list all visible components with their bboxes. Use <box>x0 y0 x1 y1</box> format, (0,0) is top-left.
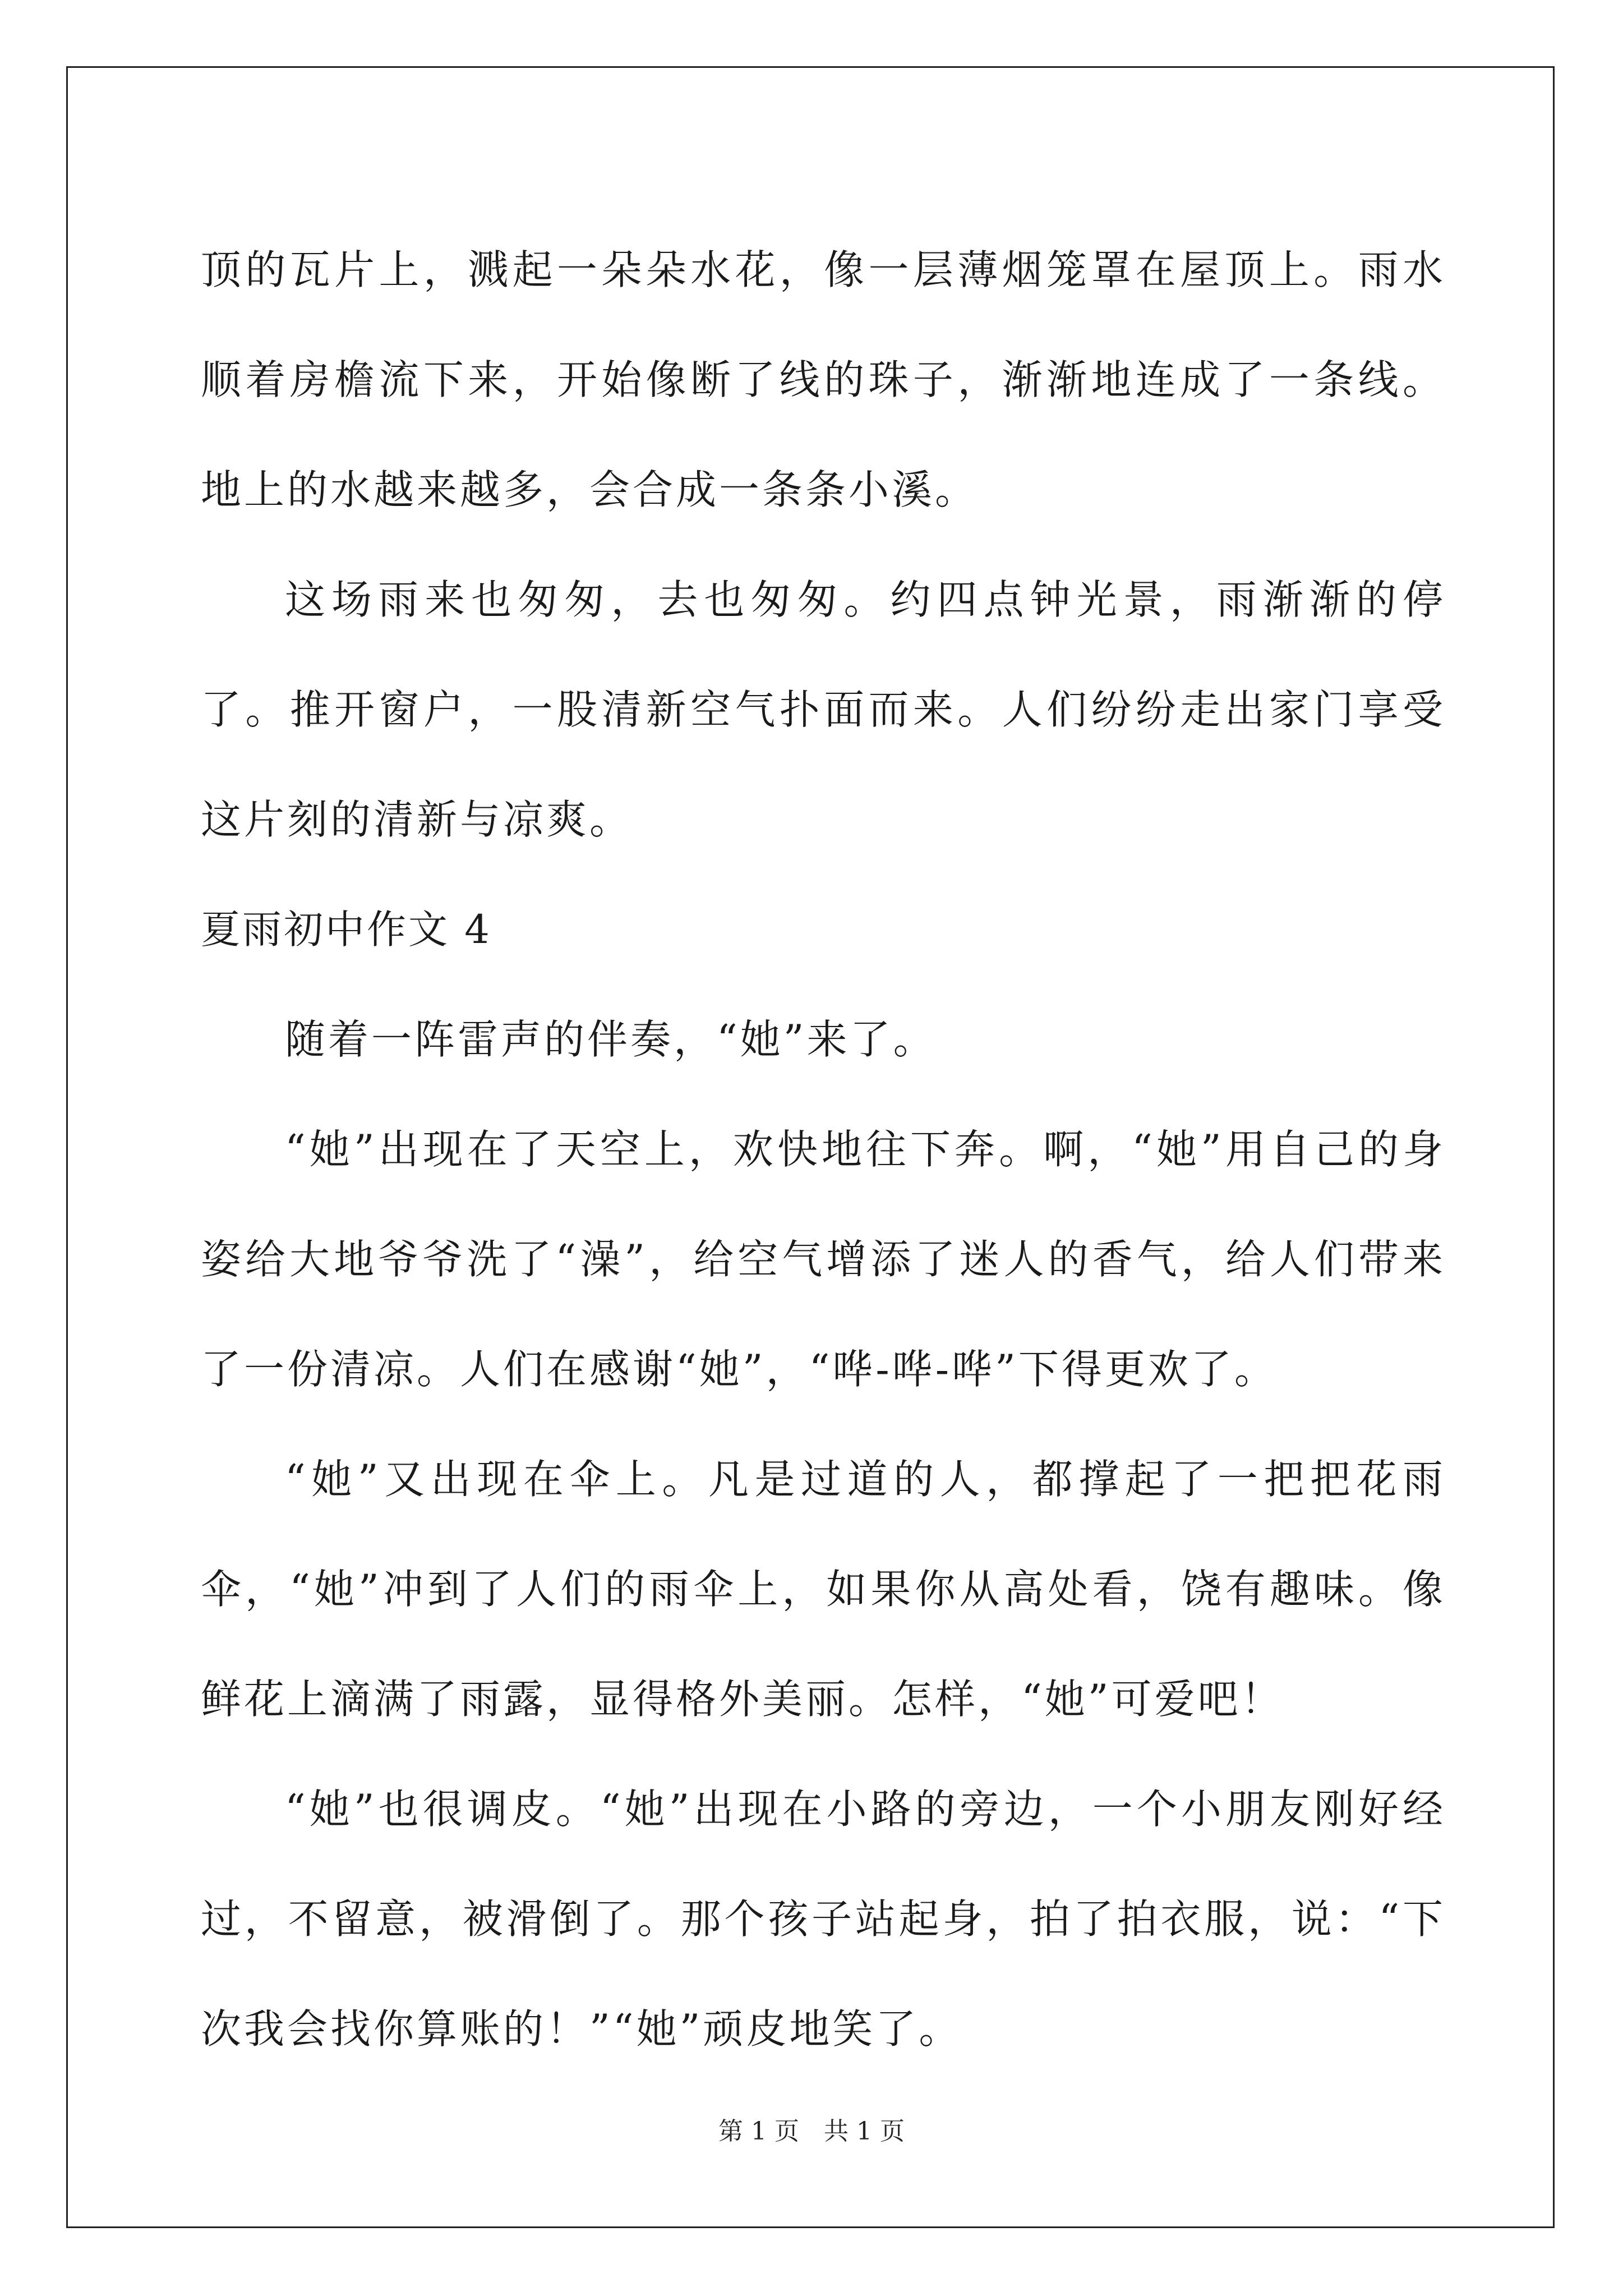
paragraph-5: “她”又出现在伞上。凡是过道的人，都撑起了一把把花雨伞，“她”冲到了人们的雨伞上，如果你从高处看，饶有趣味。像鲜花上滴满了雨露，显得格外美丽。怎样，“她”可爱吧！ <box>201 1456 1446 1723</box>
paragraph-6: “她”也很调皮。“她”出现在小路的旁边，一个小朋友刚好经过，不留意，被滑倒了。那个孩子站起身，拍了拍衣服，说：“下次我会找你算账的！”“她”顽皮地笑了。 <box>201 1786 1446 2053</box>
paragraph-4: “她”出现在了天空上，欢快地往下奔。啊，“她”用自己的身姿给大地爷爷洗了“澡”，给空气增添了迷人的香气，给人们带来了一份清凉。人们在感谢“她”，“哗-哗-哗”下得更欢了。 <box>201 1126 1446 1393</box>
paragraph-1: 顶的瓦片上，溅起一朵朵水花，像一层薄烟笼罩在屋顶上。雨水顺着房檐流下来，开始像断了线的珠子，渐渐地连成了一条线。地上的水越来越多，会合成一条条小溪。 <box>201 246 1446 513</box>
page-number-footer: 第 1 页 共 1 页 <box>718 2117 905 2146</box>
paragraph-2: 这场雨来也匆匆，去也匆匆。约四点钟光景，雨渐渐的停了。推开窗户，一股清新空气扑面而来。人们纷纷走出家门享受这片刻的清新与凉爽。 <box>201 576 1446 843</box>
section-heading: 夏雨初中作文 4 <box>201 907 492 953</box>
paragraph-3: 随着一阵雷声的伴奏，“她”来了。 <box>285 1016 937 1063</box>
document-body <box>201 215 1446 2084</box>
